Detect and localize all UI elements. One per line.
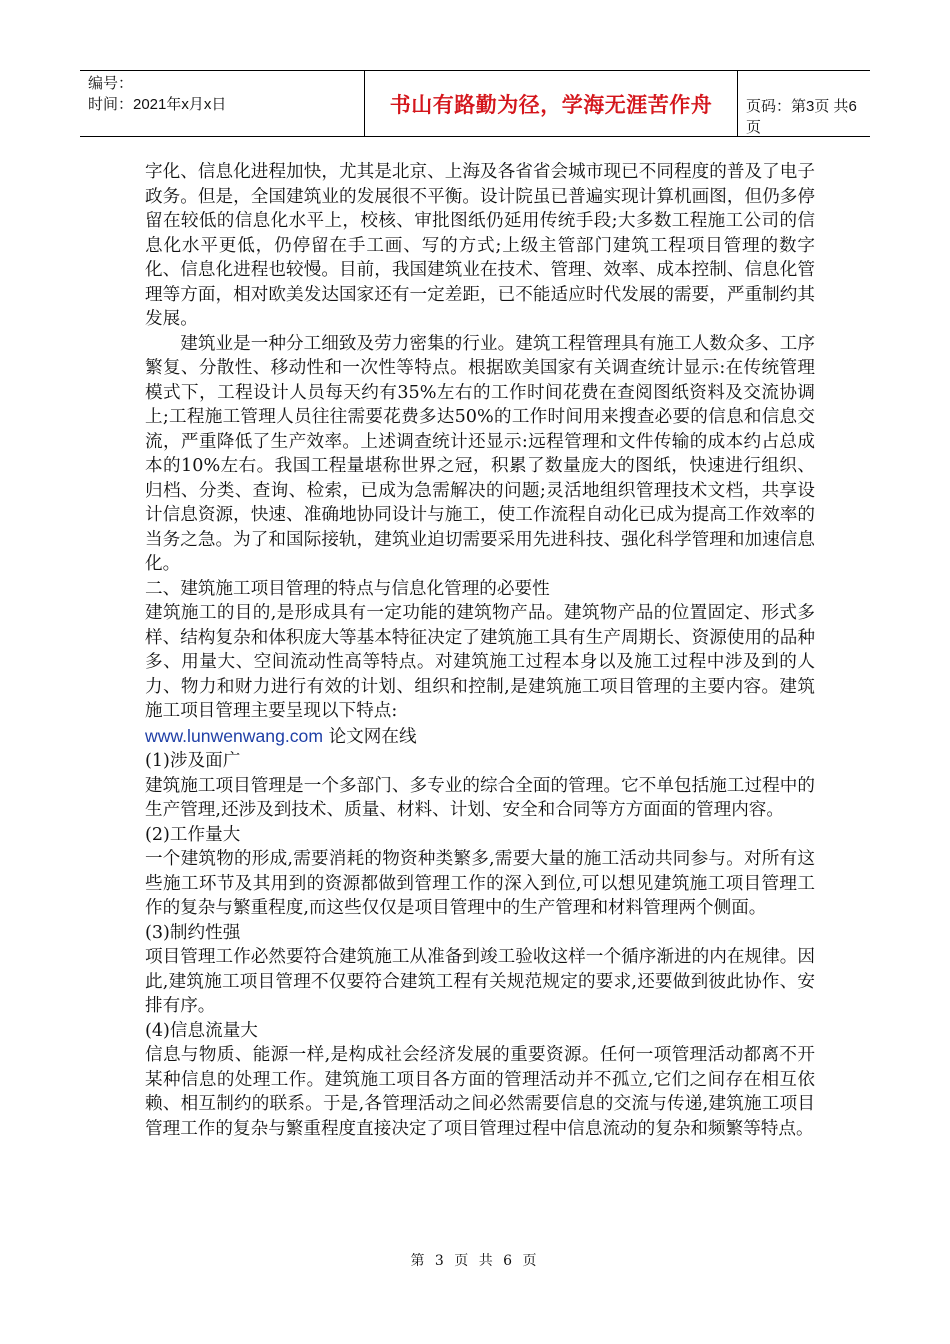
source-line — [145, 724, 815, 750]
website-link[interactable]: www.lunwenwang.com — [145, 725, 323, 746]
header-page-info: 页码：第3页 共6页 — [746, 98, 857, 136]
header-meta — [88, 73, 226, 115]
sub-heading: (3)制约性强 — [145, 922, 241, 943]
page-footer: 第 3 页 共 6 页 — [410, 1253, 540, 1269]
time-label: 时间：2021年x月x日 — [88, 96, 227, 113]
doc-number-label: 编号： — [88, 75, 134, 92]
sub-heading: (2)工作量大 — [145, 824, 241, 845]
section-heading: 二、建筑施工项目管理的特点与信息化管理的必要性 — [145, 578, 550, 599]
website-suffix: 论文网在线 — [322, 726, 417, 747]
body-paragraph: 一个建筑物的形成,需要消耗的物资种类繁多,需要大量的施工活动共同参与。对所有这些施工环节及其用到的资源都做到管理工作的深入到位,可以想见建筑施工项目管理工作的复杂与繁重程度,而这些仅仅是项目管理中的生产管理和材料管理两个侧面。 — [145, 849, 815, 918]
sub-heading: (4)信息流量大 — [145, 1020, 258, 1041]
body-paragraph: 建筑施工的目的,是形成具有一定功能的建筑物产品。建筑物产品的位置固定、形式多样、结构复杂和体积庞大等基本特征决定了建筑施工具有生产周期长、资源使用的品种多、用量大、空间流动性高等特点。对建筑施工过程本身以及施工过程中涉及到的人力、物力和财力进行有效的计划、组织和控制,是建筑施工项目管理的主要内容。建筑施工项目管理主要呈现以下特点: — [145, 603, 815, 721]
document-body — [145, 160, 815, 1141]
body-paragraph: 建筑施工项目管理是一个多部门、多专业的综合全面的管理。它不单包括施工过程中的生产管理,还涉及到技术、质量、材料、计划、安全和合同等方方面面的管理内容。 — [145, 775, 815, 820]
body-paragraph: 建筑业是一种分工细致及劳力密集的行业。建筑工程管理具有施工人数众多、工序繁复、分散性、移动性和一次性等特点。根据欧美国家有关调查统计显示:在传统管理模式下，工程设计人员每天约有35%左右的工作时间花费在查阅图纸资料及交流协调上;工程施工管理人员往往需要花费多达50%的工作时间用来搜查必要的信息和信息交流，严重降低了生产效率。上述调查统计还显示:远程管理和文件传输的成本约占总成本的10%左右。我国工程量堪称世界之冠，积累了数量庞大的图纸，快速进行组织、归档、分类、查询、检索，已成为急需解决的问题;灵活地组织管理技术文档，共享设计信息资源，快速、准确地协同设计与施工，使工作流程自动化已成为提高工作效率的当务之急。为了和国际接轨，建筑业迫切需要采用先进科技、强化科学管理和加速信息化。 — [145, 333, 815, 574]
body-paragraph: 信息与物质、能源一样,是构成社会经济发展的重要资源。任何一项管理活动都离不开某种信息的处理工作。建筑施工项目各方面的管理活动并不孤立,它们之间存在相互依赖、相互制约的联系。于是,各管理活动之间必然需要信息的交流与传递,建筑施工项目管理工作的复杂与繁重程度直接决定了项目管理过程中信息流动的复杂和频繁等特点。 — [145, 1045, 815, 1139]
sub-heading: (1)涉及面广 — [145, 751, 241, 771]
header-motto-cell — [364, 71, 738, 136]
body-paragraph: 字化、信息化进程加快，尤其是北京、上海及各省省会城市现已不同程度的普及了电子政务。但是，全国建筑业的发展很不平衡。设计院虽已普遍实现计算机画图，但仍多停留在较低的信息化水平上，校核、审批图纸仍延用传统手段;大多数工程施工公司的信息化水平更低，仍停留在手工画、写的方式;上级主管部门建筑工程项目管理的数字化、信息化进程也较慢。目前，我国建筑业在技术、管理、效率、成本控制、信息化管理等方面，相对欧美发达国家还有一定差距，已不能适应时代发展的需要，严重制约其发展。 — [145, 162, 815, 329]
motto-text: 书山有路勤为径，学海无涯苦作舟 — [389, 92, 713, 117]
page-header — [80, 70, 870, 137]
body-paragraph: 项目管理工作必然要符合建筑施工从准备到竣工验收这样一个循序渐进的内在规律。因此,建筑施工项目管理不仅要符合建筑工程有关规范规定的要求,还要做到彼此协作、安排有序。 — [145, 947, 815, 1016]
